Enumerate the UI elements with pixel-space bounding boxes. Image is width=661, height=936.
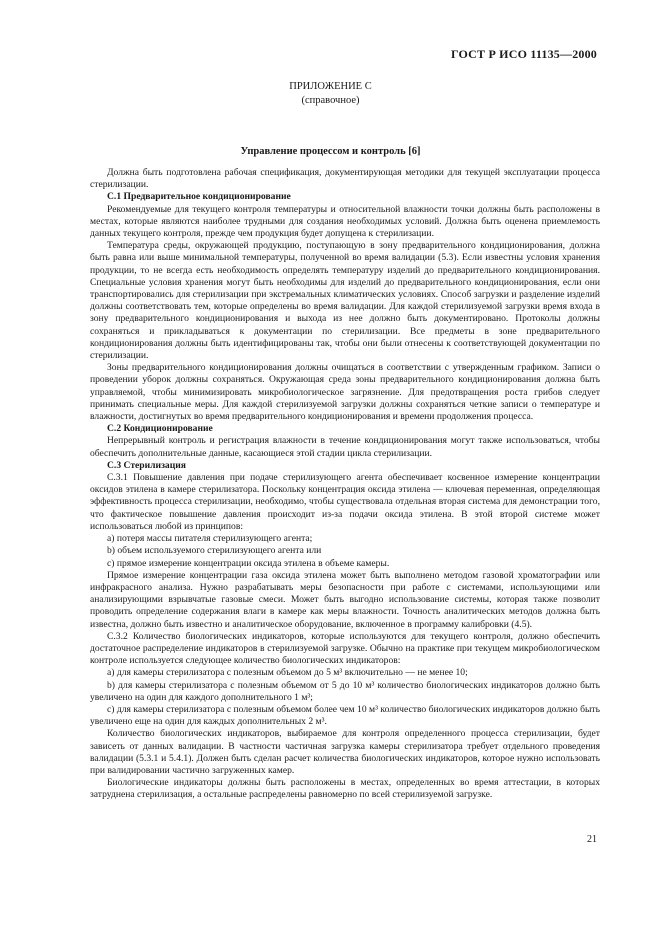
intro-paragraph: Должна быть подготовлена рабочая спецификация, документирующая методики для текущей эксплуатации процесса стерилизации. — [90, 167, 600, 191]
section-c3-heading: С.3 Стерилизация — [107, 459, 186, 471]
list-item: b) объем используемого стерилизующего агента или — [107, 545, 322, 557]
list-item: a) для камеры стерилизатора с полезным объемом до 5 м³ включительно — не менее 10; — [107, 667, 468, 679]
appendix-subtitle: (справочное) — [301, 95, 360, 106]
page-number: 21 — [587, 834, 597, 845]
paragraph: Прямое измерение концентрации газа оксида этилена может быть выполнено методом газовой хроматографии или инфракрасного анализа. Нужно разрабатывать меры безопасности при работе с системами, использующими или анализирующими взрывчатые газовые смеси. Может быть выгодно использование системы, которая также позволит проводить определение содержания влаги в камере как меры влажности. Точность аналитических методов должна быть известна, должно быть известно и аналитическое оборудование, включенное в программу калибровки (4.5). — [90, 569, 600, 630]
list-item: a) потеря массы питателя стерилизующего агента; — [107, 533, 313, 545]
appendix-title: ПРИЛОЖЕНИЕ С — [289, 81, 372, 92]
paragraph: Зоны предварительного кондиционирования должны очищаться в соответствии с утвержденным графиком. Записи о проведении уборок должны сохраняться. Окружающая среда зоны предварительного кондиционирования должна быть управляемой, чтобы минимизировать микробиологическое загрязнение. Для предотвращения роста грибов следует принимать специальные меры. Для каждой стерилизуемой загрузки должны сохраняться четкие записи о температуре и влажности, достигнутых во время предварительного кондиционирования и времени продолжения процесса. — [90, 362, 600, 423]
list-item: c) для камеры стерилизатора с полезным объемом более чем 10 м³ количество биологических индикаторов должно быть увеличено еще на один для каждых дополнительных 2 м³. — [90, 703, 600, 728]
section-title: Управление процессом и контроль [6] — [240, 146, 421, 157]
paragraph: Температура среды, окружающей продукцию, поступающую в зону предварительного кондиционирования, должна быть равна или выше минимальной температуры, полученной во время валидации (5.3). Если известны условия хранения продукции, то не всегда есть необходимость определять температуру изделий до предварительного кондиционирования. Специальные условия хранения могут быть необходимы для изделий до предварительного кондиционирования, если они транспортировались для стерилизации при экстремальных климатических условиях. Способ загрузки и разделение изделий должны соответствовать тем, которые определены во время валидации. Для каждой стерилизуемой загрузки время входа в зону предварительного кондиционирования и выхода из нее должно быть документировано. Протоколы должны сохраняться и прикладываться к документации по стерилизации. Все предметы в зоне предварительного кондиционирования должны быть идентифицированы так, чтобы они были отнесены к соответствующей документации по стерилизации. — [90, 240, 600, 362]
paragraph: С.3.2 Количество биологических индикаторов, которые используются для текущего контроля, должно обеспечить достаточное распределение индикаторов в стерилизуемой загрузке. Обычно на практике при текущем микробиологическом контроле используется следующее количество биологических индикаторов: — [90, 630, 600, 667]
document-header: ГОСТ Р ИСО 11135—2000 — [450, 47, 597, 61]
paragraph: Биологические индикаторы должны быть расположены в местах, определенных во время аттестации, в которых затруднена стерилизация, а остальные распределены равномерно по всей стерилизуемой загрузке. — [90, 777, 600, 801]
paragraph: Количество биологических индикаторов, выбираемое для контроля определенного процесса стерилизации, будет зависеть от данных валидации. В частности частичная загрузка камеры стерилизатора требует отдельного проведения валидации (5.3.1 и 5.4.1). Должен быть сделан расчет количества биологических индикаторов, которое нужно использовать при валидировании частично загруженных камер. — [90, 728, 600, 776]
section-c1-heading: С.1 Предварительное кондиционирование — [107, 191, 291, 203]
list-item: c) прямое измерение концентрации оксида этилена в объеме камеры. — [107, 557, 390, 569]
paragraph: Непрерывный контроль и регистрация влажности в течение кондиционирования могут также использоваться, чтобы обеспечить дополнительные данные, касающиеся этой стадии цикла стерилизации. — [90, 435, 600, 459]
section-c2-heading: С.2 Кондиционирование — [107, 423, 213, 435]
paragraph: С.3.1 Повышение давления при подаче стерилизующего агента обеспечивает косвенное измерение концентрации оксидов этилена в камере стерилизатора. Поскольку концентрация оксида этилена — ключевая переменная, определяющая эффективность процесса стерилизации, необходимо, чтобы существовала отдельная вторая система для демонстрации того, что фактическое повышение давления происходит из-за подачи оксида этилена. В этой второй системе может использоваться любой из принципов: — [90, 472, 600, 532]
list-item: b) для камеры стерилизатора с полезным объемом от 5 до 10 м³ количество биологических индикаторов должно быть увеличено на один для каждого дополнительного 1 м³; — [90, 679, 600, 703]
body-text — [90, 167, 600, 802]
appendix-heading — [0, 80, 661, 108]
paragraph: Рекомендуемые для текущего контроля температуры и относительной влажности точки должны быть расположены в местах, которые являются наиболее трудными для создания необходимых условий. Должна быть оценена приемлемость данных текущего контроля, прежде чем продукция будет допущена к стерилизации. — [90, 203, 600, 240]
